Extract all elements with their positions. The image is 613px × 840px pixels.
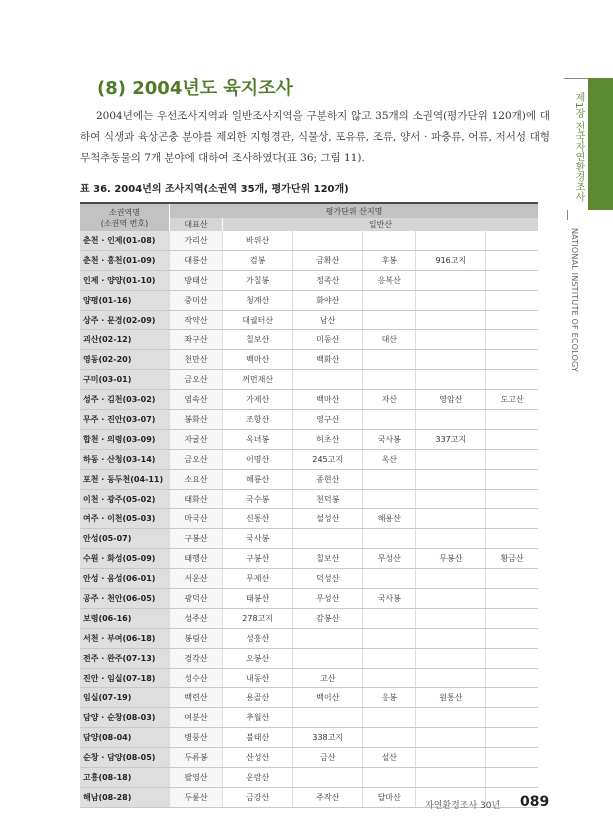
- general-mountain-cell: 구봉산: [223, 549, 293, 569]
- general-mountain-cell: [416, 310, 486, 330]
- general-mountain-cell: [363, 608, 416, 628]
- general-mountain-cell: [486, 270, 538, 290]
- representative-mountain-cell: 서운산: [170, 569, 223, 589]
- general-mountain-cell: [416, 350, 486, 370]
- general-mountain-cell: 꺼먼재산: [223, 370, 293, 390]
- general-mountain-cell: 설산: [363, 748, 416, 768]
- table-row: [80, 748, 538, 768]
- general-mountain-cell: 덕성산: [293, 569, 363, 589]
- table-row: [80, 688, 538, 708]
- general-mountain-cell: 금강산: [223, 787, 293, 807]
- general-mountain-cell: 해용산: [363, 509, 416, 529]
- general-mountain-cell: 칠보산: [293, 549, 363, 569]
- general-mountain-cell: [486, 608, 538, 628]
- chapter-label: 제1장 전국자연환경조사: [573, 92, 584, 202]
- general-mountain-cell: 응복산: [363, 270, 416, 290]
- general-mountain-cell: 검봉: [223, 250, 293, 270]
- side-chapter-tab: [588, 78, 613, 210]
- table-row: [80, 370, 538, 390]
- general-mountain-cell: [486, 688, 538, 708]
- representative-mountain-cell: 자굴산: [170, 429, 223, 449]
- general-mountain-cell: 감봉산: [293, 608, 363, 628]
- representative-mountain-cell: 팔영산: [170, 768, 223, 788]
- table-row: [80, 330, 538, 350]
- general-header: 일반산: [223, 218, 539, 231]
- general-mountain-cell: [293, 708, 363, 728]
- table-row: [80, 231, 538, 250]
- general-mountain-cell: [363, 469, 416, 489]
- general-mountain-cell: [363, 768, 416, 788]
- table-row: [80, 768, 538, 788]
- general-mountain-cell: 주작산: [293, 787, 363, 807]
- body-paragraph: 2004년에는 우선조사지역과 일반조사지역을 구분하지 않고 35개의 소권역(평가단위 120개)에 대하여 식생과 육상곤충 분야를 제외한 지형경관, 식물상, 포유류, 조류, 양서 · 파충류, 어류, 저서성 대형무척추동물의 7개 분야에 대하여 조사하였다(표 36; 그림 11).: [80, 110, 550, 164]
- general-mountain-cell: 고산: [293, 668, 363, 688]
- general-mountain-cell: [363, 668, 416, 688]
- table-row: [80, 529, 538, 549]
- general-mountain-cell: 옥산: [363, 449, 416, 469]
- general-mountain-cell: 국사봉: [223, 529, 293, 549]
- general-mountain-cell: [416, 628, 486, 648]
- general-mountain-cell: 남산: [293, 310, 363, 330]
- region-cell: 구미(03-01): [80, 370, 170, 390]
- general-mountain-cell: [416, 509, 486, 529]
- table-row: [80, 668, 538, 688]
- general-mountain-cell: 해룡산: [223, 469, 293, 489]
- general-mountain-cell: [486, 708, 538, 728]
- general-mountain-cell: [486, 310, 538, 330]
- general-mountain-cell: [363, 290, 416, 310]
- general-mountain-cell: [486, 748, 538, 768]
- general-mountain-cell: 옥녀봉: [223, 429, 293, 449]
- general-mountain-cell: 영암산: [416, 390, 486, 410]
- general-mountain-cell: [416, 489, 486, 509]
- table-row: [80, 589, 538, 609]
- general-mountain-cell: [416, 608, 486, 628]
- region-cell: 담양(08-04): [80, 728, 170, 748]
- general-mountain-cell: 백마산: [223, 350, 293, 370]
- representative-mountain-cell: 봉화산: [170, 410, 223, 430]
- general-mountain-cell: [293, 231, 363, 250]
- representative-mountain-cell: 백련산: [170, 688, 223, 708]
- region-cell: 합천 · 의령(03-09): [80, 429, 170, 449]
- representative-mountain-cell: 구봉산: [170, 529, 223, 549]
- general-mountain-cell: 천덕봉: [293, 489, 363, 509]
- table-row: [80, 569, 538, 589]
- representative-mountain-cell: 태행산: [170, 549, 223, 569]
- general-mountain-cell: [486, 250, 538, 270]
- general-mountain-cell: [486, 589, 538, 609]
- general-mountain-cell: [363, 350, 416, 370]
- general-mountain-cell: 종현산: [293, 469, 363, 489]
- representative-mountain-cell: 광덕산: [170, 589, 223, 609]
- representative-mountain-cell: 금오산: [170, 449, 223, 469]
- general-mountain-cell: 금확산: [293, 250, 363, 270]
- general-mountain-cell: [363, 529, 416, 549]
- general-mountain-cell: 용골산: [223, 688, 293, 708]
- general-mountain-cell: [486, 489, 538, 509]
- general-mountain-cell: 달마산: [363, 787, 416, 807]
- table-row: [80, 250, 538, 270]
- mountains-header: 평가단위 산지명: [170, 203, 539, 218]
- general-mountain-cell: [293, 370, 363, 390]
- page-number: 089: [520, 794, 550, 810]
- general-mountain-cell: [416, 768, 486, 788]
- table-caption: 표 36. 2004년의 조사지역(소권역 35개, 평가단위 120개): [80, 184, 349, 195]
- general-mountain-cell: 불태산: [223, 728, 293, 748]
- general-mountain-cell: 황금산: [486, 549, 538, 569]
- general-mountain-cell: [363, 628, 416, 648]
- footer-book-title: 자연환경조사 30년: [425, 801, 501, 811]
- region-cell: 안성(05-07): [80, 529, 170, 549]
- general-mountain-cell: [363, 648, 416, 668]
- general-mountain-cell: 원통산: [416, 688, 486, 708]
- general-mountain-cell: [416, 728, 486, 748]
- general-mountain-cell: [363, 410, 416, 430]
- general-mountain-cell: 자산: [363, 390, 416, 410]
- general-mountain-cell: 가제산: [223, 390, 293, 410]
- general-mountain-cell: 운람산: [223, 768, 293, 788]
- general-mountain-cell: [416, 589, 486, 609]
- representative-mountain-cell: 좌구산: [170, 330, 223, 350]
- general-mountain-cell: [363, 569, 416, 589]
- general-mountain-cell: 조항산: [223, 410, 293, 430]
- general-mountain-cell: [416, 270, 486, 290]
- table-row: [80, 350, 538, 370]
- general-mountain-cell: [293, 648, 363, 668]
- general-mountain-cell: [293, 529, 363, 549]
- general-mountain-cell: [486, 429, 538, 449]
- general-mountain-cell: [293, 768, 363, 788]
- general-mountain-cell: 미동산: [293, 330, 363, 350]
- general-mountain-cell: 대궐터산: [223, 310, 293, 330]
- general-mountain-cell: 응봉: [363, 688, 416, 708]
- region-header-line1: 소권역명: [109, 207, 140, 217]
- region-cell: 무주 · 진안(03-07): [80, 410, 170, 430]
- table-row: [80, 549, 538, 569]
- table-row: [80, 429, 538, 449]
- general-mountain-cell: 화야산: [293, 290, 363, 310]
- general-mountain-cell: [416, 569, 486, 589]
- general-mountain-cell: 대산: [363, 330, 416, 350]
- representative-mountain-cell: 성주산: [170, 608, 223, 628]
- general-mountain-cell: 도고산: [486, 390, 538, 410]
- region-cell: 인제 · 양양(01-10): [80, 270, 170, 290]
- general-mountain-cell: 가칠봉: [223, 270, 293, 290]
- general-mountain-cell: [486, 290, 538, 310]
- table-row: [80, 608, 538, 628]
- general-mountain-cell: 칠보산: [223, 330, 293, 350]
- general-mountain-cell: [416, 410, 486, 430]
- representative-mountain-cell: 경각산: [170, 648, 223, 668]
- survey-area-table: [80, 202, 538, 808]
- general-mountain-cell: 337고지: [416, 429, 486, 449]
- region-cell: 여주 · 이천(05-03): [80, 509, 170, 529]
- table-row: [80, 390, 538, 410]
- general-mountain-cell: [416, 469, 486, 489]
- region-cell: 공주 · 천안(06-05): [80, 589, 170, 609]
- region-cell: 이천 · 광주(05-02): [80, 489, 170, 509]
- representative-mountain-cell: 금오산: [170, 370, 223, 390]
- general-mountain-cell: [363, 489, 416, 509]
- general-mountain-cell: 영구산: [293, 410, 363, 430]
- region-cell: 괴산(02-12): [80, 330, 170, 350]
- general-mountain-cell: 백마산: [293, 390, 363, 410]
- region-cell: 하동 · 산청(03-14): [80, 449, 170, 469]
- general-mountain-cell: 무봉산: [416, 549, 486, 569]
- table-row: [80, 648, 538, 668]
- general-mountain-cell: [486, 509, 538, 529]
- region-cell: 전주 · 완주(07-13): [80, 648, 170, 668]
- general-mountain-cell: [416, 748, 486, 768]
- general-mountain-cell: 무제산: [223, 569, 293, 589]
- representative-mountain-cell: 병풍산: [170, 728, 223, 748]
- general-mountain-cell: [363, 231, 416, 250]
- region-cell: 순창 · 담양(08-05): [80, 748, 170, 768]
- region-header-line2: (소권역 번호): [100, 218, 149, 228]
- representative-mountain-cell: 방태산: [170, 270, 223, 290]
- general-mountain-cell: [486, 728, 538, 748]
- general-mountain-cell: [416, 708, 486, 728]
- general-mountain-cell: [486, 768, 538, 788]
- table-row: [80, 310, 538, 330]
- table-row: [80, 708, 538, 728]
- region-cell: 안성 · 음성(06-01): [80, 569, 170, 589]
- institute-label: NATIONAL INSTITUTE OF ECOLOGY: [570, 228, 579, 373]
- general-mountain-cell: 916고지: [416, 250, 486, 270]
- general-mountain-cell: [486, 648, 538, 668]
- general-mountain-cell: [416, 529, 486, 549]
- region-cell: 춘천 · 홍천(01-09): [80, 250, 170, 270]
- general-mountain-cell: 청계산: [223, 290, 293, 310]
- table-row: [80, 449, 538, 469]
- representative-mountain-cell: 봉림산: [170, 628, 223, 648]
- general-mountain-cell: 산성산: [223, 748, 293, 768]
- general-mountain-cell: [416, 290, 486, 310]
- general-mountain-cell: [486, 569, 538, 589]
- general-mountain-cell: 신통산: [223, 509, 293, 529]
- general-mountain-cell: [416, 449, 486, 469]
- representative-mountain-cell: 대룡산: [170, 250, 223, 270]
- region-cell: 춘천 · 인제(01-08): [80, 231, 170, 250]
- general-mountain-cell: [293, 628, 363, 648]
- general-mountain-cell: 백화산: [293, 350, 363, 370]
- region-cell: 성주 · 김천(03-02): [80, 390, 170, 410]
- representative-mountain-cell: 두류봉: [170, 748, 223, 768]
- general-mountain-cell: 국사봉: [363, 429, 416, 449]
- representative-mountain-cell: 작약산: [170, 310, 223, 330]
- general-mountain-cell: [416, 668, 486, 688]
- table-row: [80, 728, 538, 748]
- general-mountain-cell: [363, 310, 416, 330]
- representative-mountain-cell: 두륜산: [170, 787, 223, 807]
- general-mountain-cell: 내동산: [223, 668, 293, 688]
- general-mountain-cell: 백이산: [293, 688, 363, 708]
- region-cell: 포천 · 동두천(04-11): [80, 469, 170, 489]
- table-row: [80, 509, 538, 529]
- general-mountain-cell: 245고지: [293, 449, 363, 469]
- representative-mountain-cell: 염속산: [170, 390, 223, 410]
- general-mountain-cell: [486, 350, 538, 370]
- general-mountain-cell: [416, 370, 486, 390]
- general-mountain-cell: [486, 449, 538, 469]
- table-row: [80, 469, 538, 489]
- representative-mountain-cell: 중미산: [170, 290, 223, 310]
- region-cell: 영동(02-20): [80, 350, 170, 370]
- general-mountain-cell: [363, 370, 416, 390]
- general-mountain-cell: [486, 668, 538, 688]
- general-mountain-cell: 이명산: [223, 449, 293, 469]
- section-title: (8) 2004년도 육지조사: [97, 78, 293, 99]
- region-column-header: [80, 203, 170, 231]
- region-cell: 임실(07-19): [80, 688, 170, 708]
- general-mountain-cell: [486, 529, 538, 549]
- general-mountain-cell: 후봉: [363, 250, 416, 270]
- representative-header: 대표산: [170, 218, 223, 231]
- general-mountain-cell: 정족산: [293, 270, 363, 290]
- representative-mountain-cell: 가리산: [170, 231, 223, 250]
- general-mountain-cell: [486, 370, 538, 390]
- representative-mountain-cell: 여분산: [170, 708, 223, 728]
- general-mountain-cell: [486, 330, 538, 350]
- general-mountain-cell: [486, 231, 538, 250]
- general-mountain-cell: 허초산: [293, 429, 363, 449]
- general-mountain-cell: 설성산: [293, 509, 363, 529]
- general-mountain-cell: 태봉산: [223, 589, 293, 609]
- general-mountain-cell: 278고지: [223, 608, 293, 628]
- table-row: [80, 628, 538, 648]
- general-mountain-cell: [416, 648, 486, 668]
- general-mountain-cell: 오봉산: [223, 648, 293, 668]
- table-row: [80, 290, 538, 310]
- representative-mountain-cell: 천만산: [170, 350, 223, 370]
- general-mountain-cell: 국수봉: [223, 489, 293, 509]
- region-cell: 양평(01-16): [80, 290, 170, 310]
- general-mountain-cell: [363, 708, 416, 728]
- general-mountain-cell: 성흥산: [223, 628, 293, 648]
- general-mountain-cell: 금산: [293, 748, 363, 768]
- general-mountain-cell: 국사봉: [363, 589, 416, 609]
- representative-mountain-cell: 성수산: [170, 668, 223, 688]
- table-row: [80, 489, 538, 509]
- general-mountain-cell: [486, 469, 538, 489]
- representative-mountain-cell: 태화산: [170, 489, 223, 509]
- region-cell: 담양 · 순창(08-03): [80, 708, 170, 728]
- general-mountain-cell: [486, 628, 538, 648]
- general-mountain-cell: [416, 231, 486, 250]
- general-mountain-cell: 무성산: [293, 589, 363, 609]
- side-divider: [567, 210, 568, 220]
- table-row: [80, 270, 538, 290]
- region-cell: 상주 · 문경(02-09): [80, 310, 170, 330]
- table-row: [80, 410, 538, 430]
- representative-mountain-cell: 소요산: [170, 469, 223, 489]
- general-mountain-cell: 338고지: [293, 728, 363, 748]
- general-mountain-cell: [363, 728, 416, 748]
- region-cell: 진안 · 임실(07-18): [80, 668, 170, 688]
- region-cell: 서천 · 부여(06-18): [80, 628, 170, 648]
- general-mountain-cell: 추월산: [223, 708, 293, 728]
- general-mountain-cell: [416, 330, 486, 350]
- representative-mountain-cell: 마국산: [170, 509, 223, 529]
- region-cell: 수원 · 화성(05-09): [80, 549, 170, 569]
- general-mountain-cell: [486, 410, 538, 430]
- region-cell: 보령(06-16): [80, 608, 170, 628]
- region-cell: 해남(08-28): [80, 787, 170, 807]
- general-mountain-cell: 바위산: [223, 231, 293, 250]
- region-cell: 고흥(08-18): [80, 768, 170, 788]
- general-mountain-cell: 무성산: [363, 549, 416, 569]
